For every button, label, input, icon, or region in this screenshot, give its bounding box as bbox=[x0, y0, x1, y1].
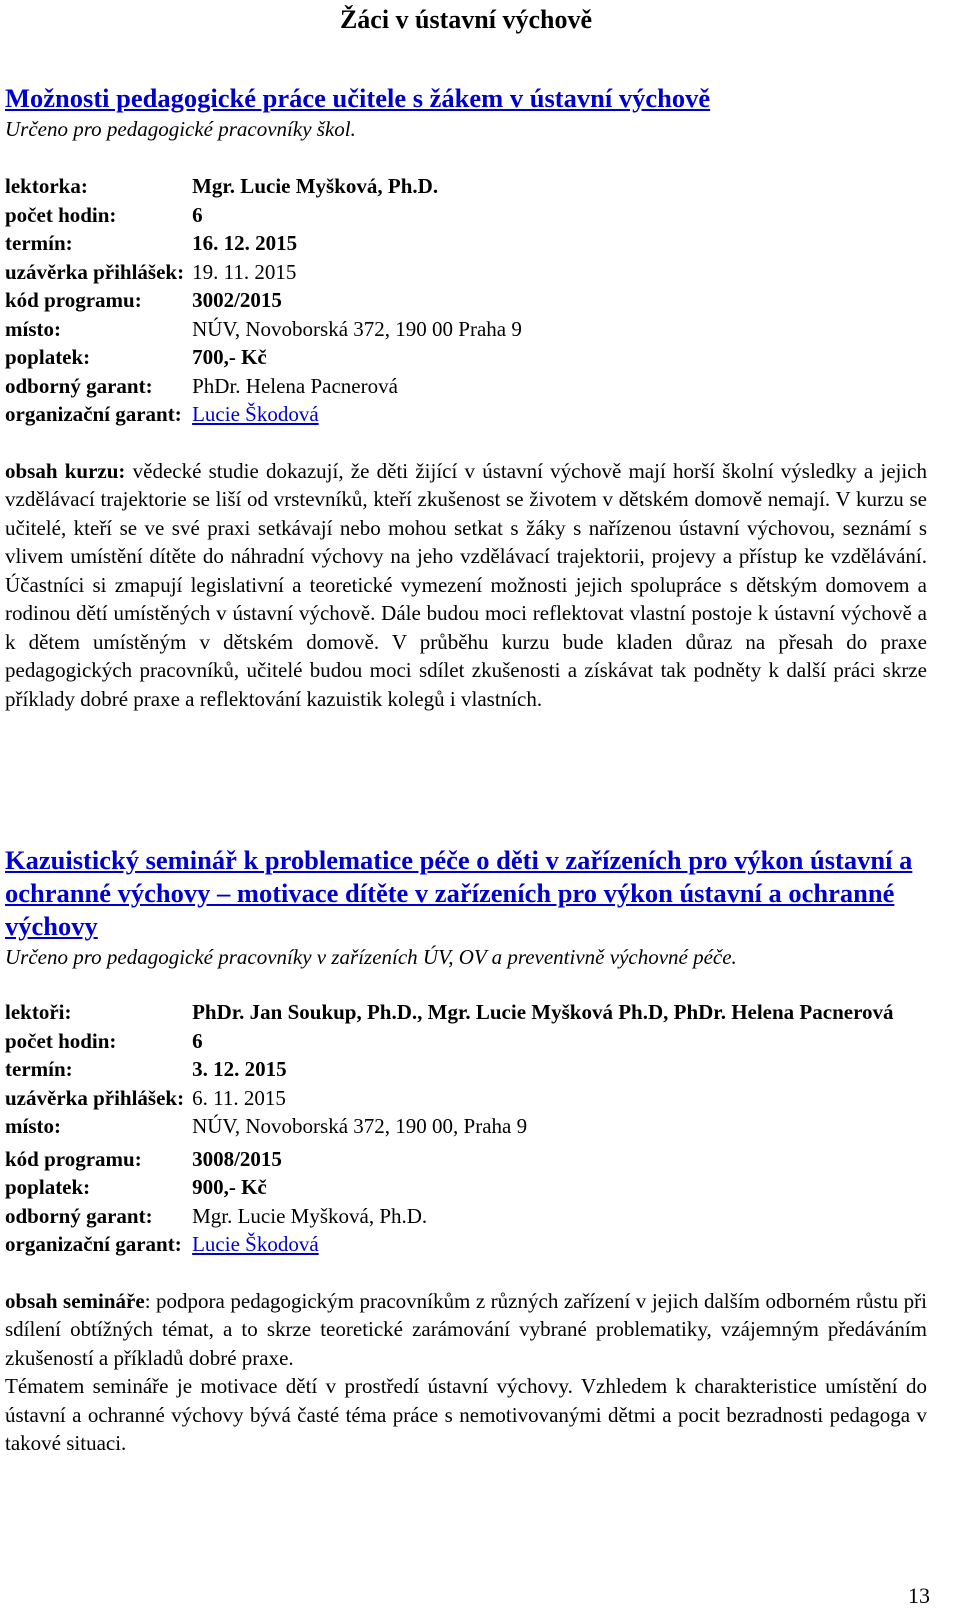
info-row-deadline bbox=[5, 1084, 894, 1113]
course-2-audience: Určeno pro pedagogické pracovníky v zařízeních ÚV, OV a preventivně výchovné péče. bbox=[5, 945, 737, 969]
expert-label: odborný garant: bbox=[5, 373, 153, 398]
hours-value: 6 bbox=[192, 1028, 203, 1053]
content-text: vědecké studie dokazují, že děti žijící v ústavní výchově mají horší školní výsledky a jejich vzdělávací trajektorie se liší od vrstevníků, kteří zkušenost se životem v dětském domově nemají. V kurzu se učitelé, kteří se ve své praxi setkávají nebo mohou setkat s žáky s nařízenou ústavní výchovou, seznámí s vlivem umístění dítěte do náhradní výchovy na jeho vzdělávací trajektorii, projevy a přístup ke vzdělávání. Účastníci si zmapují legislativní a teoretické vymezení možnosti jejich spolupráce s dětským domovem a rodinou dětí umístěných v ústavní výchově. Dále budou moci reflektovat vlastní postoje k ústavní výchově a k dětem umístěným v dětském domově. V průběhu kurzu bude kladen důraz na přesah do praxe pedagogických pracovníků, učitelé budou moci sdílet zkušenosti a získávat tak podněty k další práci skrze příklady dobré praxe a reflektování kazuistik kolegů i vlastních. bbox=[5, 458, 928, 711]
content-text: : podpora pedagogickým pracovníkům z různých zařízení v jejich dalším odborném růstu při sdílení obtížných témat, a to skrze teoretické zarámování vybrané problematiky, vzájemným předáváním zkušeností a příkladů dobré praxe. bbox=[5, 1288, 927, 1370]
lecturer-label: lektorka: bbox=[5, 174, 88, 198]
page-title: Žáci v ústavní výchově bbox=[339, 5, 593, 34]
info-row-deadline bbox=[5, 258, 522, 287]
hours-label: počet hodin: bbox=[5, 1028, 117, 1053]
course-1-audience: Určeno pro pedagogické pracovníky škol. bbox=[5, 117, 356, 141]
fee-label: poplatek: bbox=[5, 1175, 91, 1199]
code-label: kód programu: bbox=[5, 288, 142, 312]
info-row-date bbox=[5, 229, 522, 258]
course-1 bbox=[5, 82, 927, 713]
info-row-date bbox=[5, 1055, 894, 1084]
code-value: 3008/2015 bbox=[192, 1146, 282, 1171]
org-label: organizační garant: bbox=[5, 1232, 182, 1256]
place-label: místo: bbox=[5, 1114, 61, 1138]
lecturer-value: Mgr. Lucie Myšková, Ph.D. bbox=[192, 174, 439, 198]
code-value: 3002/2015 bbox=[192, 288, 282, 312]
course-1-title-link[interactable]: Možnosti pedagogické práce učitele s žákem v ústavní výchově bbox=[5, 83, 711, 113]
expert-label: odborný garant: bbox=[5, 1203, 153, 1228]
info-row-code bbox=[5, 286, 522, 315]
info-row-place bbox=[5, 1112, 894, 1141]
deadline-value: 19. 11. 2015 bbox=[192, 259, 297, 284]
document-page bbox=[5, 0, 928, 1455]
course-2 bbox=[5, 844, 927, 1458]
course-1-info-table bbox=[5, 172, 522, 429]
page-number: 13 bbox=[908, 1583, 930, 1608]
lecturers-value: PhDr. Jan Soukup, Ph.D., Mgr. Lucie Myšková Ph.D, PhDr. Helena Pacnerová bbox=[192, 1000, 894, 1024]
fee-label: poplatek: bbox=[5, 345, 91, 369]
place-label: místo: bbox=[5, 316, 61, 341]
lecturers-label: lektoři: bbox=[5, 1000, 72, 1024]
deadline-label: uzávěrka přihlášek: bbox=[5, 259, 185, 284]
org-guarantor-link[interactable]: Lucie Škodová bbox=[192, 402, 319, 426]
info-row-org bbox=[5, 400, 522, 429]
hours-value: 6 bbox=[192, 202, 203, 227]
hours-label: počet hodin: bbox=[5, 202, 117, 227]
expert-value: Mgr. Lucie Myšková, Ph.D. bbox=[192, 1203, 428, 1228]
expert-value: PhDr. Helena Pacnerová bbox=[192, 373, 398, 398]
info-row-place bbox=[5, 315, 522, 344]
course-2-content bbox=[5, 1287, 927, 1373]
info-row-fee bbox=[5, 343, 522, 372]
org-label: organizační garant: bbox=[5, 402, 182, 426]
info-row-lecturers bbox=[5, 998, 894, 1027]
content-label: obsah kurzu: bbox=[5, 458, 126, 483]
date-value: 16. 12. 2015 bbox=[192, 231, 298, 255]
date-value: 3. 12. 2015 bbox=[192, 1057, 287, 1081]
info-row-code bbox=[5, 1141, 894, 1174]
org-guarantor-link[interactable]: Lucie Škodová bbox=[192, 1232, 319, 1256]
course-2-content-2: Tématem semináře je motivace dětí v prostředí ústavní výchovy. Vzhledem k charakteristice umístění do ústavní a ochranné výchovy bývá časté téma práce s nemotivovanými dětmi a pocit bezradnosti pedagoga v takové situaci. bbox=[5, 1374, 927, 1455]
info-row-fee bbox=[5, 1173, 894, 1202]
place-value: NÚV, Novoborská 372, 190 00, Praha 9 bbox=[192, 1114, 528, 1138]
deadline-label: uzávěrka přihlášek: bbox=[5, 1085, 185, 1110]
deadline-value: 6. 11. 2015 bbox=[192, 1085, 286, 1110]
course-2-info-table bbox=[5, 998, 894, 1259]
course-1-content bbox=[5, 457, 927, 714]
info-row-expert bbox=[5, 1202, 894, 1231]
info-row-org bbox=[5, 1230, 894, 1259]
info-row-hours bbox=[5, 1027, 894, 1056]
info-row-hours bbox=[5, 201, 522, 230]
fee-value: 900,- Kč bbox=[192, 1175, 267, 1199]
content-label: obsah semináře bbox=[5, 1288, 145, 1313]
course-2-title-link[interactable]: Kazuistický seminář k problematice péče o děti v zařízeních pro výkon ústavní a ochranné výchovy – motivace dítěte v zařízeních pro výkon ústavní a ochranné výchovy bbox=[5, 845, 913, 941]
info-row-expert bbox=[5, 372, 522, 401]
fee-value: 700,- Kč bbox=[192, 345, 267, 369]
code-label: kód programu: bbox=[5, 1146, 142, 1171]
date-label: termín: bbox=[5, 1057, 73, 1081]
date-label: termín: bbox=[5, 231, 73, 255]
info-row-lecturer bbox=[5, 172, 522, 201]
place-value: NÚV, Novoborská 372, 190 00 Praha 9 bbox=[192, 316, 522, 341]
